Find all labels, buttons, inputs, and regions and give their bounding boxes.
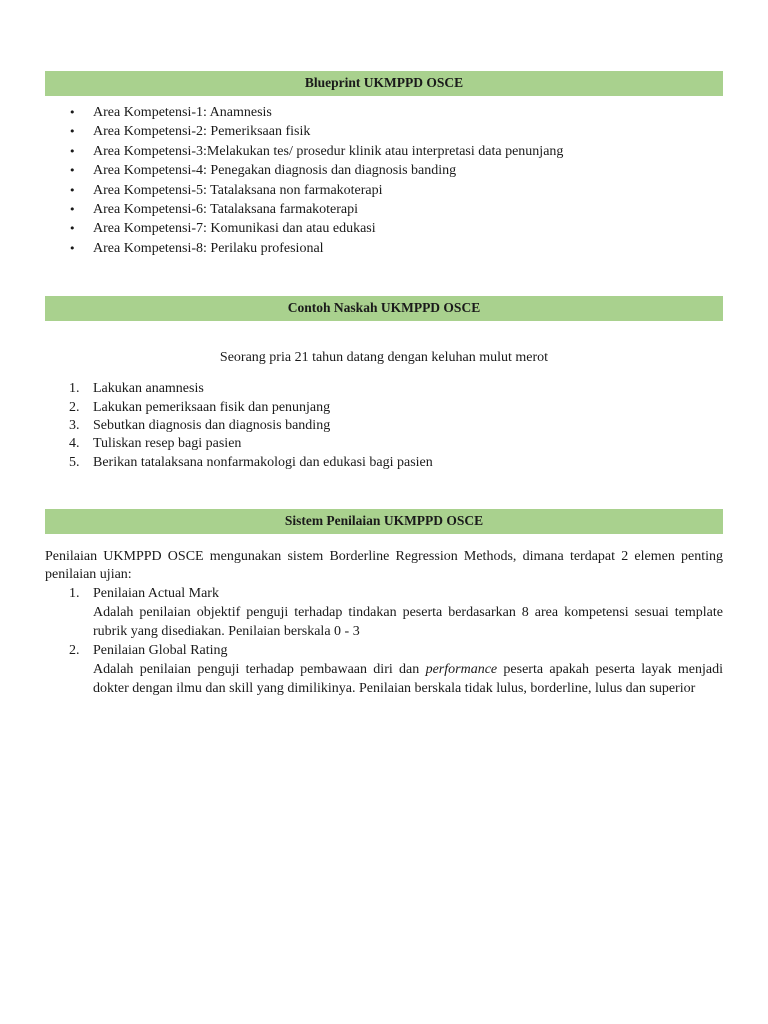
bullet-icon: • — [69, 203, 76, 217]
list-number: 2. — [69, 643, 80, 659]
assessment-system-header: Sistem Penilaian UKMPPD OSCE — [45, 509, 723, 534]
list-item — [45, 103, 723, 122]
list-item — [45, 454, 723, 472]
criterion-description: Adalah penilaian objektif penguji terhadap tindakan peserta berdasarkan 8 area kompetensi sesuai template rubrik yang disediakan. Penilaian berskala 0 - 3 — [93, 605, 723, 640]
bullet-icon: • — [69, 241, 76, 255]
list-number: 3. — [69, 418, 80, 434]
list-item-text: Area Kompetensi-6: Tatalaksana farmakoterapi — [93, 202, 359, 218]
competency-list — [45, 103, 723, 258]
list-item — [45, 417, 723, 435]
list-item — [45, 239, 723, 258]
list-item — [45, 122, 723, 141]
list-item — [45, 435, 723, 453]
criterion-description — [93, 660, 723, 698]
list-item — [45, 161, 723, 180]
list-item — [45, 181, 723, 200]
list-item — [45, 584, 723, 641]
description-text: Adalah penilaian penguji terhadap pembawaan diri dan — [93, 662, 426, 678]
bullet-icon: • — [69, 183, 76, 197]
list-number: 4. — [69, 436, 80, 452]
blueprint-header: Blueprint UKMPPD OSCE — [45, 71, 723, 96]
bullet-icon: • — [69, 164, 76, 178]
document-page — [45, 0, 723, 698]
bullet-icon: • — [69, 125, 76, 139]
list-item-text: Area Kompetensi-7: Komunikasi dan atau edukasi — [93, 221, 376, 237]
assessment-intro: Penilaian UKMPPD OSCE mengunakan sistem Borderline Regression Methods, dimana terdapat 2 elemen penting penilaian ujian: — [45, 549, 723, 583]
list-number: 5. — [69, 454, 80, 470]
list-number: 1. — [69, 381, 80, 397]
criterion-title: Penilaian Actual Mark — [93, 586, 219, 602]
list-item — [45, 142, 723, 161]
example-script-header: Contoh Naskah UKMPPD OSCE — [45, 296, 723, 321]
list-item-text: Area Kompetensi-3:Melakukan tes/ prosedur klinik atau interpretasi data penunjang — [93, 143, 564, 159]
list-item-text: Tuliskan resep bagi pasien — [93, 436, 242, 452]
list-item — [45, 200, 723, 219]
list-item-text: Area Kompetensi-5: Tatalaksana non farmakoterapi — [93, 182, 383, 198]
list-item — [45, 219, 723, 238]
criterion-title: Penilaian Global Rating — [93, 643, 228, 659]
description-text: peserta apakah peserta layak menjadi dokter dengan ilmu dan skill yang dimilikinya. Penilaian berskala tidak lulus, borderline, lulus dan superior — [93, 662, 723, 697]
list-item-text: Area Kompetensi-4: Penegakan diagnosis dan diagnosis banding — [93, 163, 457, 179]
list-item-text: Lakukan pemeriksaan fisik dan penunjang — [93, 399, 331, 415]
task-list — [45, 380, 723, 472]
list-item — [45, 641, 723, 698]
bullet-icon: • — [69, 144, 76, 158]
list-item-text: Area Kompetensi-8: Perilaku profesional — [93, 240, 324, 256]
description-emphasis: performance — [425, 662, 498, 678]
list-item-text: Lakukan anamnesis — [93, 381, 204, 397]
bullet-icon: • — [69, 106, 76, 119]
list-item-text: Sebutkan diagnosis dan diagnosis banding — [93, 418, 331, 434]
bullet-icon: • — [69, 222, 76, 236]
list-item-text: Berikan tatalaksana nonfarmakologi dan edukasi bagi pasien — [93, 454, 433, 470]
list-item — [45, 399, 723, 417]
list-number: 1. — [69, 586, 80, 602]
assessment-criteria-list — [45, 584, 723, 698]
list-item-text: Area Kompetensi-2: Pemeriksaan fisik — [93, 124, 311, 140]
case-scenario: Seorang pria 21 tahun datang dengan keluhan mulut merot — [219, 350, 549, 366]
list-item-text: Area Kompetensi-1: Anamnesis — [93, 105, 272, 120]
list-item — [45, 380, 723, 398]
list-number: 2. — [69, 399, 80, 415]
